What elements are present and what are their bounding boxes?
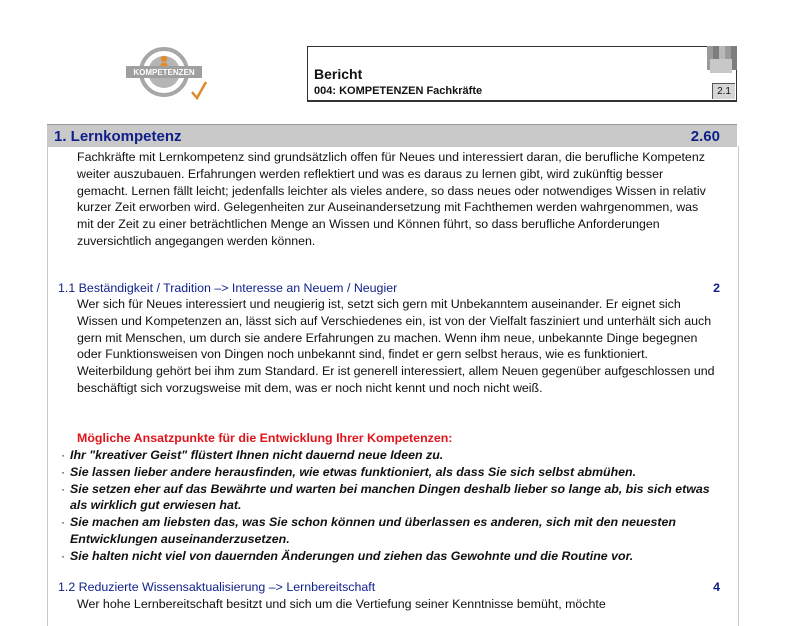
bullet-icon: · xyxy=(61,464,66,479)
section-intro: Fachkräfte mit Lernkompetenz sind grundsätzlich offen für Neues und interessiert daran, die berufliche Kompetenz weiter auszubauen. Erfahrungen werden reflektiert und was es daraus zu lernen gibt, wird zukünftig besser gemacht. Lernen fällt leicht; jedenfalls leichter als vieles andere, so dass neues oder notwendiges Wissen in relativ kurzer Zeit erworben wird. Gelegenheiten zur Auseinandersetzung mit Fachthemen werden wahrgenommen, was mit der Zeit zu einer beträchtlichen Menge an Wissen und Können führt, so dass berufliche Anforderungen zuversichtlich angegangen werden können. xyxy=(77,150,706,248)
report-title: Bericht xyxy=(314,66,363,82)
subsection-text-1-2: Wer hohe Lernbereitschaft besitzt und sich um die Vertiefung seiner Kenntnisse bemüht, möchte xyxy=(77,597,606,611)
bullet-icon: · xyxy=(61,481,66,496)
subsection-score: 4 xyxy=(713,580,720,594)
list-item: · Sie halten nicht viel von dauernden Änderungen und ziehen das Gewohnte und die Routine vor. xyxy=(61,548,634,563)
kompetenzen-logo-icon xyxy=(122,44,212,104)
corner-graphic-inner xyxy=(710,59,732,73)
list-item: · Sie setzen eher auf das Bewährte und warten bei manchen Dingen deshalb lieber so lange ab, bis sich etwas als wirklich gut erwiesen hat. xyxy=(61,481,710,513)
report-header xyxy=(307,46,737,102)
section-score: 2.60 xyxy=(690,128,720,145)
subsection-title: 1.1 Beständigkeit / Tradition –> Interesse an Neuem / Neugier xyxy=(58,281,398,295)
bullet-icon: · xyxy=(61,448,66,462)
bullet-icon: · xyxy=(61,515,66,530)
development-hints-list xyxy=(61,447,721,565)
bullet-icon: · xyxy=(61,548,66,563)
kompetenzen-logo xyxy=(122,44,212,104)
list-item: · Sie lassen lieber andere herausfinden, wie etwas funktioniert, als dass Sie sich selbst abmühen. xyxy=(61,464,637,479)
list-item: · Ihr "kreativer Geist" flüstert Ihnen nicht dauernd neue Ideen zu. xyxy=(61,448,444,462)
report-subtitle: 004: KOMPETENZEN Fachkräfte xyxy=(314,85,483,97)
section-title: 1. Lernkompetenz xyxy=(54,128,182,145)
list-item: · Sie machen am liebsten das, was Sie schon können und überlassen es anderen, sich mit den neuesten Entwicklungen auseinanderzusetzen. xyxy=(61,515,676,546)
subsection-title: 1.2 Reduzierte Wissensaktualisierung –> Lernbereitschaft xyxy=(58,580,376,594)
section-header xyxy=(47,124,737,147)
subsection-text-1-1: Wer sich für Neues interessiert und neugierig ist, setzt sich gern mit Unbekanntem auseinander. Er eignet sich Wissen und Kompetenzen an, lässt sich auf Verschiedenes ein, ist von der Vielfalt fasziniert und unterhält sich auch gern mit Menschen, um durch sie andere Erfahrungen zu machen. Wenn ihm neue, unbekannte Dinge begegnen oder Funktionsweisen von Dingen noch unbekannt sind, findet er gern selbst heraus, wie es funktioniert. Weiterbildung gehört bei ihm zum Standard. Er ist generell interessiert, allem Neuen gegenüber aufgeschlossen und beschäftigt sich vorzugsweise mit dem, was er noch nicht kennt und noch nicht weiß. xyxy=(77,297,715,395)
version-badge: 2.1 xyxy=(712,83,735,99)
development-hints-title: Mögliche Ansatzpunkte für die Entwicklung Ihrer Kompetenzen: xyxy=(77,431,453,445)
logo-text: KOMPETENZEN xyxy=(133,68,195,77)
subsection-score: 2 xyxy=(713,281,720,295)
